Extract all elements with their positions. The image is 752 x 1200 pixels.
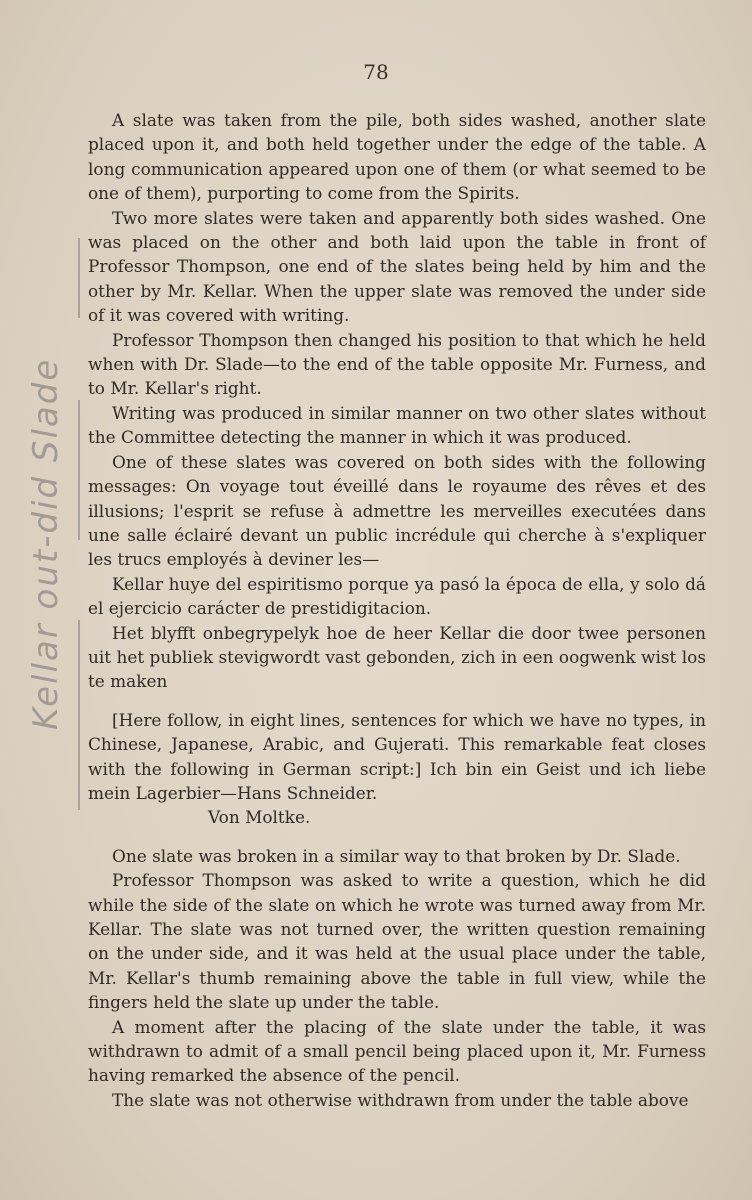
paragraph: Professor Thompson then changed his position to that which he held when with Dr. Slade—to the end of the table opposite Mr. Furness, and to Mr. Kellar's right.: [88, 329, 706, 399]
paragraph: One of these slates was covered on both sides with the following messages: On voyage tout éveillé dans le royaume des rêves et des illusions; l'esprit se refuse à admettre les merveilles executées dans une salle éclairé devant un public incrédule qui cherche à s'expliquer les trucs employés à deviner les—: [88, 451, 706, 570]
paragraph: A slate was taken from the pile, both sides washed, another slate placed upon it, and both held together under the edge of the table. A long communication appeared upon one of them (or what seemed to be one of them), purporting to come from the Spirits.: [88, 110, 706, 204]
paragraph: Het blyfft onbegrypelyk hoe de heer Kellar die door twee personen uit het publiek stevigwordt vast gebonden, zich in een oogwenk wist los te maken: [88, 622, 706, 692]
paragraph: A moment after the placing of the slate under the table, it was withdrawn to admit of a small pencil being placed upon it, Mr. Furness having remarked the absence of the pencil.: [88, 1016, 706, 1086]
paragraph: Two more slates were taken and apparently both sides washed. One was placed on the other and both laid upon the table in front of Professor Thompson, one end of the slates being held by him and the other by Mr. Kellar. When the upper slate was removed the under side of it was covered with writing.: [88, 207, 706, 326]
margin-note-text: Kellar out-did Slade: [26, 357, 66, 730]
paragraph: Writing was produced in similar manner on two other slates without the Committee detecting the manner in which it was produced.: [88, 402, 706, 448]
bracketed-note: [Here follow, in eight lines, sentences for which we have no types, in Chinese, Japanese, Arabic, and Gujerati. This remarkable feat closes with the following in German script:] Ich bin ein Geist und ich liebe mein Lagerbier—Hans Schneider.: [88, 709, 706, 803]
page-number: 78: [363, 60, 389, 84]
handwritten-margin-note: [18, 230, 66, 750]
paragraph: One slate was broken in a similar way to that broken by Dr. Slade.: [112, 845, 681, 866]
margin-pencil-mark: [78, 400, 80, 540]
body-text: [88, 108, 706, 1112]
margin-pencil-mark: [78, 620, 80, 810]
margin-pencil-mark: [78, 238, 80, 318]
paragraph: The slate was not otherwise withdrawn from under the table above: [112, 1089, 689, 1110]
signature: Von Moltke.: [208, 807, 311, 828]
paragraph: Professor Thompson was asked to write a question, which he did while the side of the slate on which he wrote was turned away from Mr. Kellar. The slate was not turned over, the written question remaining on the under side, and it was held at the usual place under the table, Mr. Kellar's thumb remaining above the table in full view, while the fingers held the slate up under the table.: [88, 870, 706, 1013]
paragraph: Kellar huye del espiritismo porque ya pasó la época de ella, y solo dá el ejercicio carácter de prestidigitacion.: [88, 573, 706, 619]
